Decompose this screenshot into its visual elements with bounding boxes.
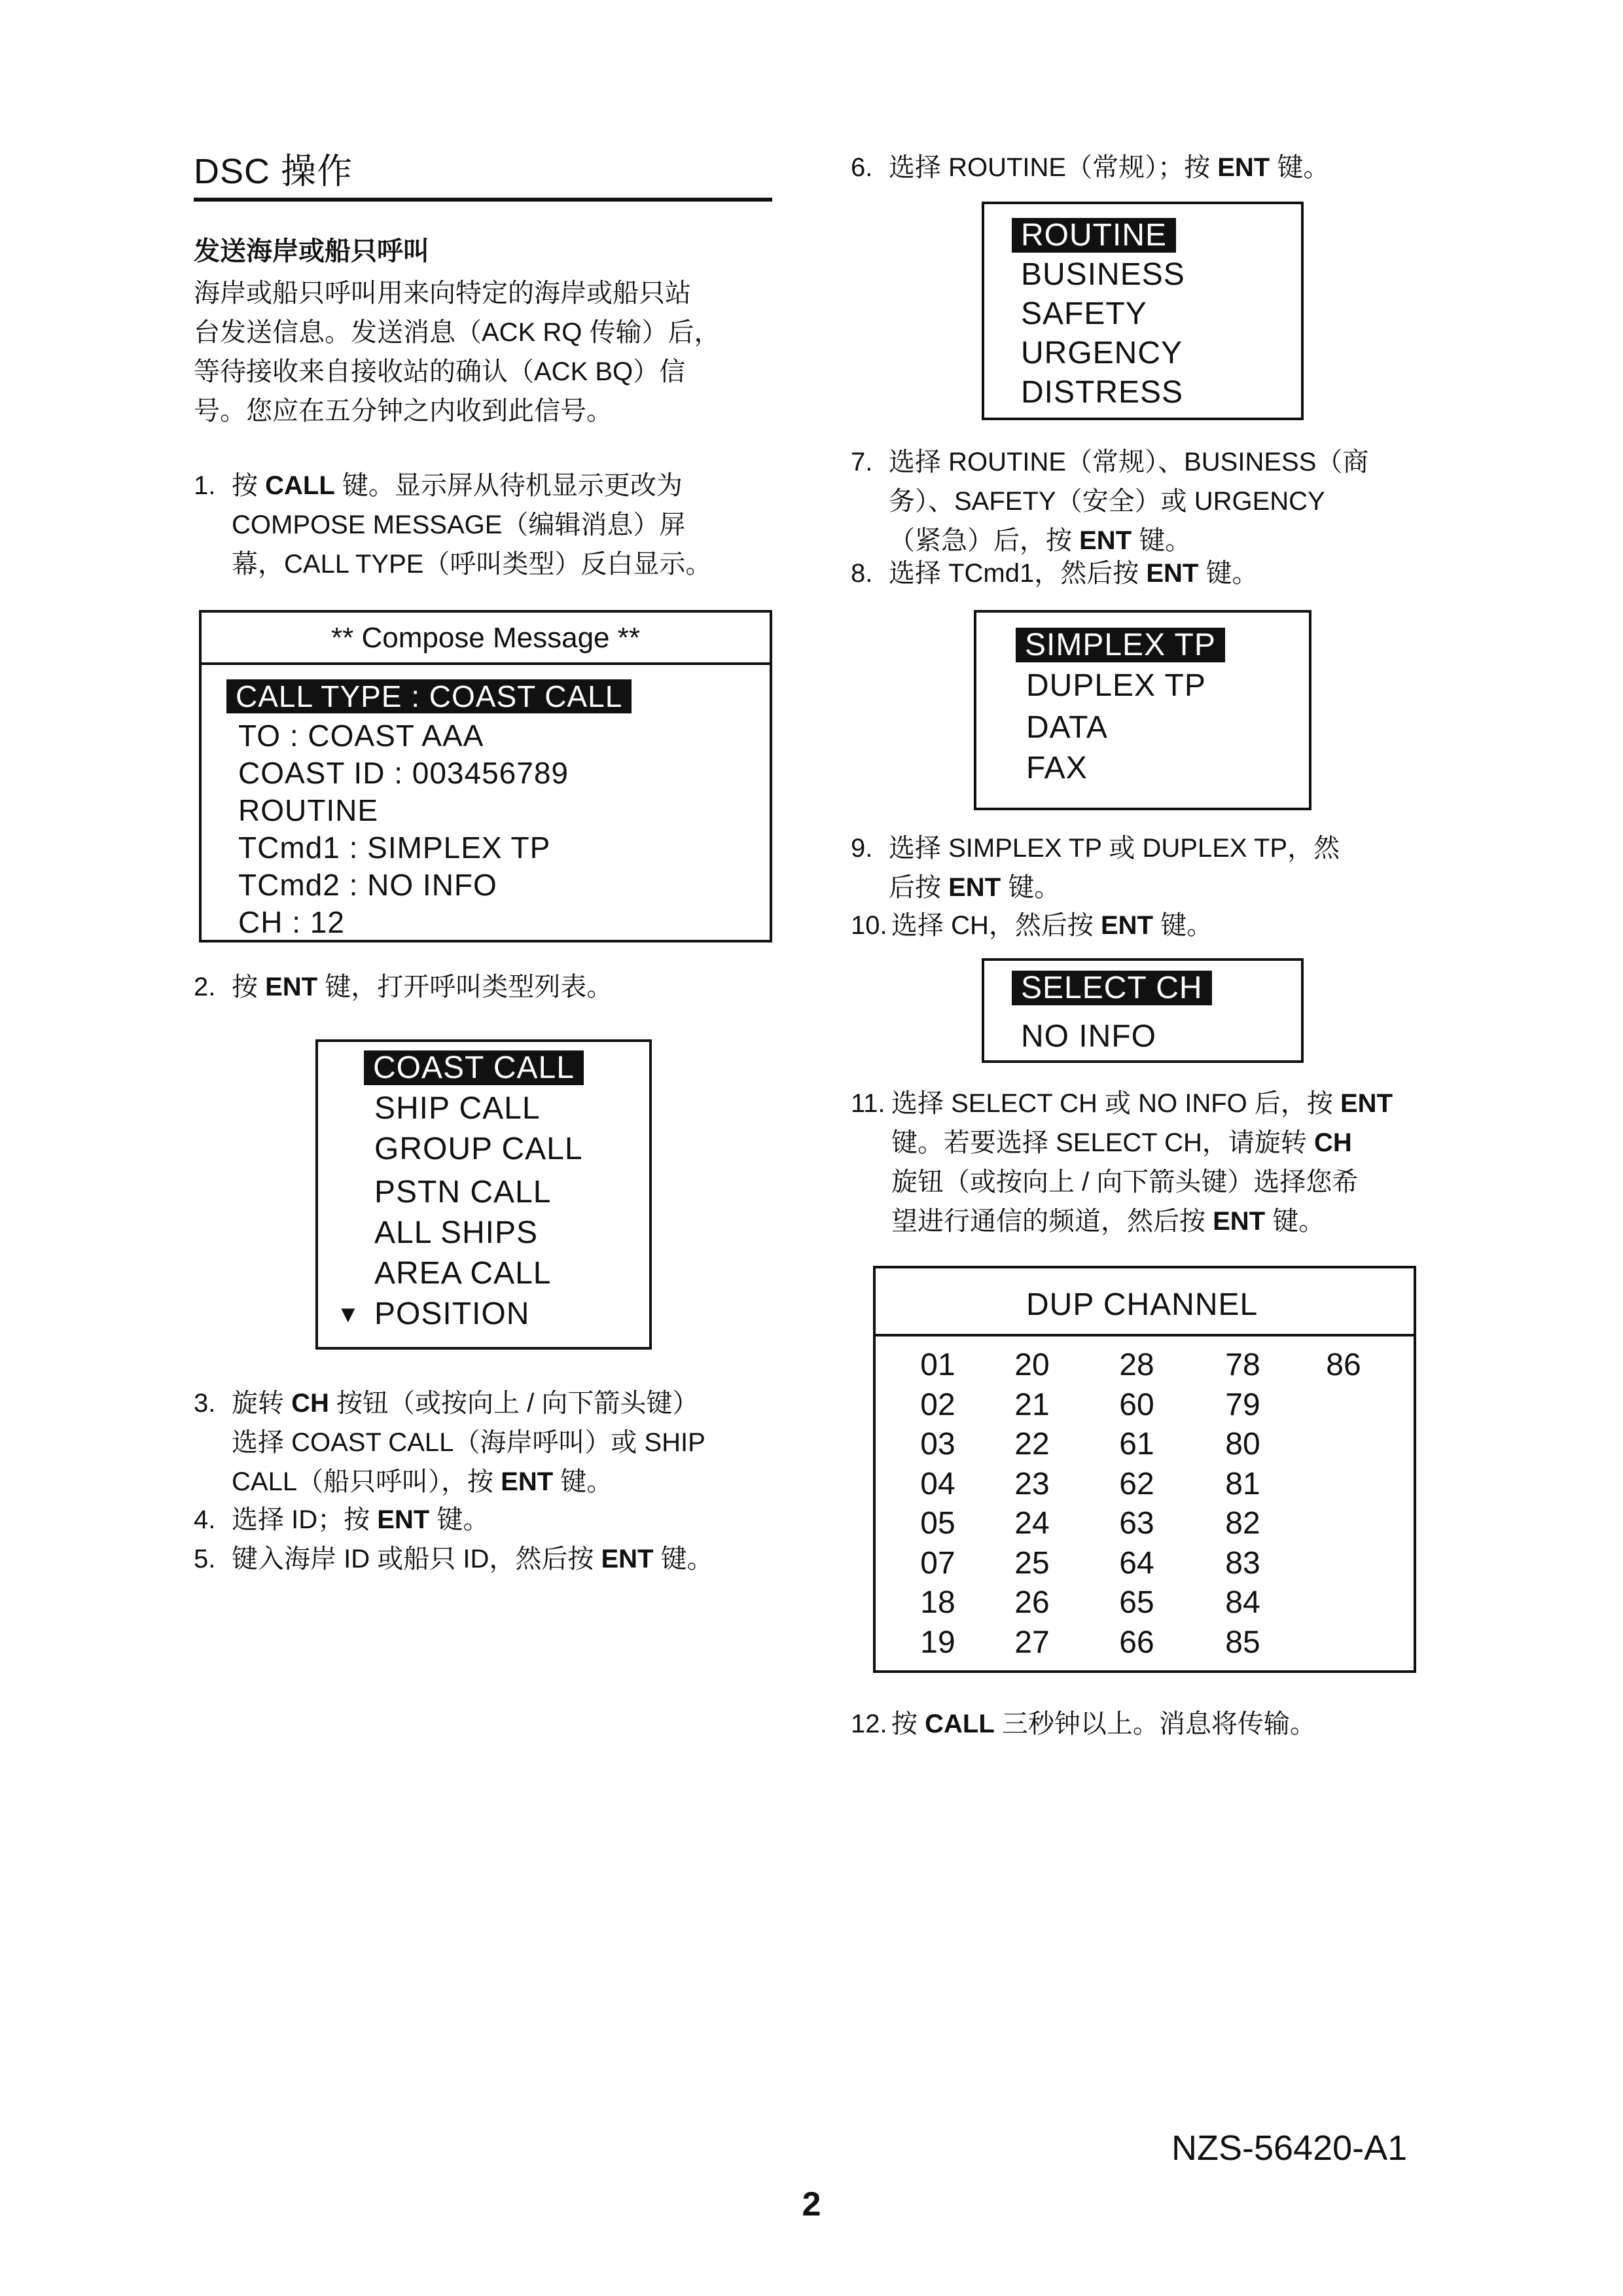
key-label: CALL: [925, 1710, 995, 1738]
dup-channel-number: 23: [1014, 1466, 1050, 1501]
step-text: 按: [232, 471, 266, 500]
compose-line: ROUTINE: [238, 793, 378, 827]
step-text: 选择 ROUTINE（常规）、BUSINESS（商: [889, 448, 1369, 476]
step-text: 键。: [429, 1505, 490, 1534]
step-number: 10.: [851, 911, 887, 940]
intro-paragraph: [194, 274, 772, 431]
step-5: [194, 1539, 772, 1579]
call-type-item: SHIP CALL: [374, 1091, 541, 1126]
step-text: 三秒钟以上。消息将传输。: [994, 1710, 1316, 1738]
priority-item: URGENCY: [1021, 336, 1183, 370]
key-label: CALL: [265, 471, 335, 500]
dup-channel-number: 63: [1119, 1506, 1154, 1541]
intro-line: 海岸或船只呼叫用来向特定的海岸或船只站: [194, 279, 691, 308]
step-text: 键。: [1270, 153, 1330, 182]
scroll-down-arrow-icon: ▼: [336, 1300, 361, 1327]
dup-channel-number: 79: [1225, 1387, 1260, 1422]
page-title: DSC 操作: [194, 152, 353, 191]
dup-header-rule: [873, 1334, 1416, 1336]
dup-channel-number: 03: [920, 1427, 955, 1462]
step-text: 键。: [653, 1545, 713, 1573]
dup-channel-number: 20: [1014, 1348, 1050, 1382]
priority-item: SAFETY: [1021, 296, 1147, 331]
key-label: ENT: [501, 1467, 554, 1496]
dup-channel-number: 65: [1119, 1585, 1154, 1620]
compose-line: CH : 12: [238, 905, 345, 939]
intro-line: 台发送信息。发送消息（ACK RQ 传输）后，: [194, 318, 721, 347]
dup-channel-number: 80: [1225, 1427, 1260, 1462]
step-text: 选择 SELECT CH 或 NO INFO 后，按: [891, 1089, 1340, 1118]
step-4: [194, 1500, 772, 1539]
key-label: ENT: [948, 873, 1001, 902]
step-1: [194, 466, 772, 584]
step-3: [194, 1384, 772, 1501]
dup-channel-number: 61: [1119, 1427, 1154, 1462]
dup-channel-number: 26: [1014, 1585, 1050, 1620]
dup-channel-number: 86: [1326, 1348, 1361, 1382]
step-9: [851, 829, 1440, 907]
section-subtitle: 发送海岸或船只呼叫: [194, 237, 429, 266]
step-text: 选择 ROUTINE（常规）；按: [889, 153, 1218, 182]
step-text: 选择 ID；按: [232, 1505, 378, 1534]
step-text: 旋转: [232, 1389, 292, 1418]
dup-channel-number: 19: [920, 1624, 955, 1660]
step-text: 幕，CALL TYPE（呼叫类型）反白显示。: [232, 550, 712, 579]
dup-channel-number: 64: [1119, 1545, 1154, 1581]
channel-select-item: NO INFO: [1021, 1019, 1156, 1054]
compose-header-rule: [199, 662, 772, 665]
key-label: ENT: [1146, 559, 1199, 588]
priority-selected: ROUTINE: [1012, 218, 1176, 253]
dup-channel-number: 60: [1119, 1387, 1154, 1422]
step-text: 键。: [1198, 559, 1258, 588]
step-text: 选择 SIMPLEX TP 或 DUPLEX TP，然: [889, 834, 1340, 863]
priority-item: BUSINESS: [1021, 257, 1185, 292]
call-type-item: GROUP CALL: [374, 1132, 583, 1166]
call-type-item: PSTN CALL: [374, 1175, 552, 1210]
step-number: 11.: [851, 1089, 885, 1118]
step-11: [851, 1084, 1440, 1241]
dup-channel-number: 83: [1225, 1545, 1260, 1581]
step-number: 12.: [851, 1710, 887, 1738]
compose-line: TO : COAST AAA: [238, 719, 484, 753]
dup-channel-number: 24: [1014, 1506, 1050, 1541]
step-number: 7.: [851, 448, 873, 476]
dup-channel-number: 81: [1225, 1466, 1260, 1501]
step-text: （紧急）后，按: [889, 526, 1080, 555]
dup-channel-number: 84: [1225, 1585, 1260, 1620]
dup-channel-header: DUP CHANNEL: [1026, 1287, 1258, 1322]
step-text: 选择 TCmd1，然后按: [889, 559, 1147, 588]
step-text: 键。: [1001, 873, 1061, 902]
step-text: 键。: [553, 1467, 613, 1496]
priority-list-screen: [982, 202, 1304, 420]
tcmd-item: DATA: [1026, 710, 1108, 745]
step-2: [194, 967, 772, 1007]
step-6: [851, 148, 1440, 187]
dup-channel-grid: [876, 1346, 1416, 1666]
intro-line: 等待接收来自接收站的确认（ACK BQ）信: [194, 357, 686, 386]
dup-channel-number: 78: [1225, 1348, 1260, 1382]
step-12: [851, 1704, 1440, 1744]
step-number: 4.: [194, 1505, 216, 1534]
step-number: 9.: [851, 834, 873, 863]
title-rule: [194, 198, 772, 202]
step-text: 键。: [1132, 526, 1192, 555]
key-label: ENT: [1079, 526, 1132, 555]
step-text: 键。: [1153, 911, 1213, 940]
step-text: 后按: [889, 873, 949, 902]
dup-channel-number: 05: [920, 1506, 955, 1541]
compose-line: COAST ID : 003456789: [238, 756, 569, 790]
compose-header: ** Compose Message **: [330, 622, 640, 654]
call-type-item: ALL SHIPS: [374, 1215, 539, 1250]
compose-line: TCmd1 : SIMPLEX TP: [238, 831, 551, 865]
intro-line: 号。您应在五分钟之内收到此信号。: [194, 397, 613, 425]
call-type-highlight: CALL TYPE : COAST CALL: [226, 679, 632, 713]
step-text: 选择 CH，然后按: [891, 911, 1101, 940]
key-label: ENT: [1340, 1089, 1393, 1118]
call-type-item: AREA CALL: [374, 1256, 552, 1291]
step-number: 2.: [194, 973, 216, 1001]
priority-item: DISTRESS: [1021, 375, 1184, 410]
dup-channel-number: 28: [1119, 1348, 1154, 1382]
channel-select-screen: [982, 958, 1304, 1063]
dup-channel-screen: [873, 1266, 1416, 1673]
call-type-selected: COAST CALL: [364, 1050, 584, 1085]
key-label: ENT: [1101, 911, 1153, 940]
channel-select-selected: SELECT CH: [1012, 971, 1212, 1005]
dup-channel-number: 07: [920, 1545, 955, 1581]
page-number: 2: [802, 2185, 821, 2223]
step-text: 键。: [1265, 1207, 1325, 1236]
step-number: 8.: [851, 559, 873, 588]
step-text: 按: [891, 1710, 925, 1738]
step-text: 务）、SAFETY（安全）或 URGENCY: [889, 487, 1325, 516]
tcmd-list-screen: [974, 610, 1311, 810]
step-number: 3.: [194, 1389, 216, 1418]
dup-channel-number: 82: [1225, 1506, 1260, 1541]
call-type-list-screen: [315, 1039, 652, 1350]
step-text: 键，打开呼叫类型列表。: [317, 973, 613, 1001]
step-text: 旋钮（或按向上 / 向下箭头键）选择您希: [891, 1168, 1359, 1196]
dup-channel-number: 01: [920, 1348, 955, 1382]
step-text: 键。若要选择 SELECT CH，请旋转: [891, 1128, 1314, 1157]
dup-channel-number: 02: [920, 1387, 955, 1422]
step-7: [851, 442, 1440, 560]
step-text: CALL（船只呼叫），按: [232, 1467, 501, 1496]
dup-channel-number: 62: [1119, 1466, 1154, 1501]
key-label: ENT: [377, 1505, 430, 1534]
call-type-item: POSITION: [374, 1297, 530, 1331]
step-text: COMPOSE MESSAGE（编辑消息）屏: [232, 511, 686, 539]
dup-channel-number: 66: [1119, 1624, 1154, 1660]
dup-channel-number: 85: [1225, 1624, 1260, 1660]
step-text: 按: [232, 973, 266, 1001]
dup-channel-number: 25: [1014, 1545, 1050, 1581]
step-10: [851, 906, 1440, 945]
key-label: CH: [1314, 1128, 1352, 1157]
key-label: ENT: [601, 1545, 654, 1573]
dup-channel-number: 04: [920, 1466, 955, 1501]
step-text: 望进行通信的频道，然后按: [891, 1207, 1213, 1236]
tcmd-item: DUPLEX TP: [1026, 668, 1206, 703]
compose-line: TCmd2 : NO INFO: [238, 868, 497, 902]
dup-channel-number: 21: [1014, 1387, 1050, 1422]
step-text: 键。显示屏从待机显示更改为: [334, 471, 683, 500]
key-label: ENT: [265, 973, 318, 1001]
dup-channel-number: 18: [920, 1585, 955, 1620]
step-text: 按钮（或按向上 / 向下箭头键）: [329, 1389, 699, 1418]
compose-message-screen: [199, 610, 772, 942]
key-label: ENT: [1217, 153, 1270, 182]
step-8: [851, 554, 1440, 593]
key-label: CH: [291, 1389, 329, 1418]
step-text: 键入海岸 ID 或船只 ID，然后按: [232, 1545, 601, 1573]
tcmd-item: FAX: [1026, 751, 1088, 785]
key-label: ENT: [1213, 1207, 1266, 1236]
step-text: 选择 COAST CALL（海岸呼叫）或 SHIP: [232, 1428, 705, 1457]
step-number: 5.: [194, 1545, 216, 1573]
step-number: 6.: [851, 153, 873, 182]
dup-channel-number: 27: [1014, 1624, 1050, 1660]
step-number: 1.: [194, 471, 216, 500]
dup-channel-number: 22: [1014, 1427, 1050, 1462]
document-code: NZS-56420-A1: [1171, 2128, 1408, 2168]
tcmd-selected: SIMPLEX TP: [1016, 628, 1225, 662]
